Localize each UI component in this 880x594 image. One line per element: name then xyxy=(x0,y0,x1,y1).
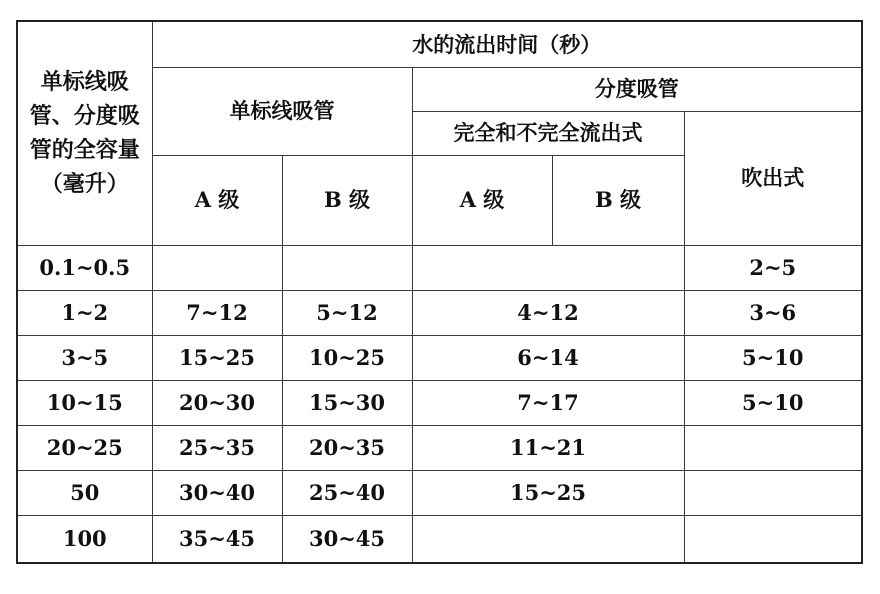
single-mark-a-cell: 25~35 xyxy=(152,425,282,470)
single-mark-b-cell: 15~30 xyxy=(282,380,412,425)
graduated-cell: 6~14 xyxy=(412,335,684,380)
blowout-cell xyxy=(684,425,862,470)
graduated-grade-a-header: A 级 xyxy=(412,155,552,245)
table-row xyxy=(17,245,862,290)
graduated-cell: 4~12 xyxy=(412,290,684,335)
graduated-pipette-header: 分度吸管 xyxy=(412,67,862,111)
table-row xyxy=(17,470,862,515)
table-row xyxy=(17,515,862,563)
single-mark-a-cell: 30~40 xyxy=(152,470,282,515)
blowout-cell: 3~6 xyxy=(684,290,862,335)
capacity-cell: 3~5 xyxy=(17,335,152,380)
graduated-cell xyxy=(412,245,684,290)
table-row xyxy=(17,425,862,470)
capacity-cell: 10~15 xyxy=(17,380,152,425)
capacity-cell: 100 xyxy=(17,515,152,563)
capacity-cell: 50 xyxy=(17,470,152,515)
graduated-cell: 7~17 xyxy=(412,380,684,425)
blowout-cell xyxy=(684,470,862,515)
single-mark-b-cell: 5~12 xyxy=(282,290,412,335)
complete-incomplete-outflow-header: 完全和不完全流出式 xyxy=(412,111,684,155)
blowout-cell: 2~5 xyxy=(684,245,862,290)
single-mark-grade-a-header: A 级 xyxy=(152,155,282,245)
single-mark-b-cell: 30~45 xyxy=(282,515,412,563)
table-row xyxy=(17,380,862,425)
outflow-time-header: 水的流出时间（秒） xyxy=(152,21,862,67)
capacity-column-header xyxy=(17,21,152,245)
graduated-cell: 11~21 xyxy=(412,425,684,470)
single-mark-a-cell xyxy=(152,245,282,290)
table-row xyxy=(17,335,862,380)
capacity-cell: 20~25 xyxy=(17,425,152,470)
single-mark-a-cell: 35~45 xyxy=(152,515,282,563)
capacity-cell: 1~2 xyxy=(17,290,152,335)
graduated-cell xyxy=(412,515,684,563)
single-mark-a-cell: 7~12 xyxy=(152,290,282,335)
single-mark-b-cell: 20~35 xyxy=(282,425,412,470)
table-row xyxy=(17,290,862,335)
single-mark-pipette-header: 单标线吸管 xyxy=(152,67,412,155)
single-mark-a-cell: 15~25 xyxy=(152,335,282,380)
graduated-grade-b-header: B 级 xyxy=(552,155,684,245)
capacity-header-text: 单标线吸管、分度吸管的全容量（毫升） xyxy=(29,69,140,198)
pipette-outflow-table xyxy=(16,20,863,564)
pipette-outflow-table-container xyxy=(16,20,863,564)
single-mark-a-cell: 20~30 xyxy=(152,380,282,425)
capacity-cell: 0.1~0.5 xyxy=(17,245,152,290)
blowout-cell: 5~10 xyxy=(684,335,862,380)
single-mark-b-cell: 10~25 xyxy=(282,335,412,380)
blowout-header: 吹出式 xyxy=(684,111,862,245)
blowout-cell xyxy=(684,515,862,563)
graduated-cell: 15~25 xyxy=(412,470,684,515)
single-mark-b-cell: 25~40 xyxy=(282,470,412,515)
single-mark-grade-b-header: B 级 xyxy=(282,155,412,245)
blowout-cell: 5~10 xyxy=(684,380,862,425)
single-mark-b-cell xyxy=(282,245,412,290)
